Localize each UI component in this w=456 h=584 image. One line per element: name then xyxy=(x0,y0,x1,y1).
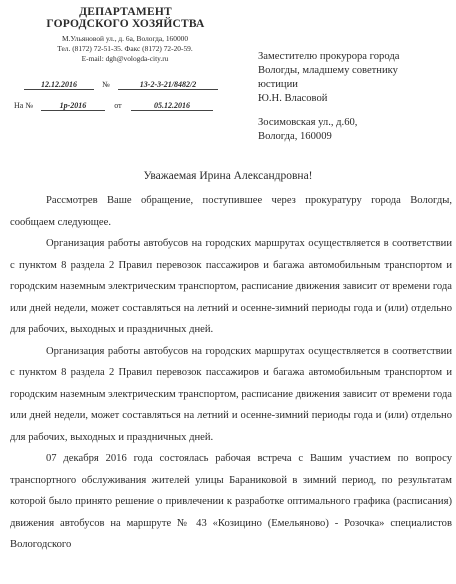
department-name-line2: ГОРОДСКОГО ХОЗЯЙСТВА xyxy=(46,18,205,31)
outgoing-registration xyxy=(24,80,218,90)
reference-number: 1р-2016 xyxy=(41,101,105,111)
department-header xyxy=(28,6,223,30)
recipient-address-line: Зосимовская ул., д.60, xyxy=(258,117,358,128)
recipient-line: Заместителю прокурора города xyxy=(258,51,400,62)
department-name-line1: ДЕПАРТАМЕНТ xyxy=(79,6,172,18)
body-paragraph: Организация работы автобусов на городских маршрутах осуществляется в соответствии с пунктом 8 раздела 2 Правил перевозок пассажиров и багажа автомобильным транспортом и городским наземным электрическим транспортом, расписание движения зависит от времени года или дней недели, может составляться на летний и осенне-зимний периоды года и (или) отдельно для рабочих, выходных и праздничных дней. xyxy=(10,238,452,335)
recipient-address-line: Вологда, 160009 xyxy=(258,131,332,142)
salutation: Уважаемая Ирина Александровна! xyxy=(143,170,313,182)
email-line: E-mail: dgh@vologda-city.ru xyxy=(81,54,169,63)
recipient-line: Вологды, младшему советнику xyxy=(258,65,398,76)
outgoing-number: 13-2-3-21/8482/2 xyxy=(118,80,218,90)
recipient-line: юстиции xyxy=(258,79,298,90)
reference-from-label: от xyxy=(114,101,122,110)
outgoing-date: 12.12.2016 xyxy=(24,80,94,90)
body-paragraph: Организация работы автобусов на городских маршрутах осуществляется в соответствии с пунктом 8 раздела 2 Правил перевозок пассажиров и багажа автомобильным транспортом и городским наземным электрическим транспортом, расписание движения зависит от времени года или дней недели, может составляться на летний и осенне-зимний периоды года и (или) отдельно для рабочих, выходных и праздничных дней. xyxy=(10,345,452,443)
number-label: № xyxy=(102,80,110,89)
reference-date: 05.12.2016 xyxy=(131,101,213,111)
reference-registration xyxy=(14,101,213,111)
address-line: М.Ульяновой ул., д. 6а, Вологда, 160000 xyxy=(61,34,189,43)
phone-fax-line: Тел. (8172) 72-51-35. Факс (8172) 72-20-59. xyxy=(57,44,193,53)
recipient-block xyxy=(258,50,399,106)
reference-label: На № xyxy=(14,101,33,110)
department-address xyxy=(20,34,230,64)
letter-body xyxy=(10,190,452,556)
body-paragraph: 07 декабря 2016 года состоялась рабочая встреча с Вашим участием по вопросу транспортного обслуживания жителей улицы Бараниковой в зимний период, по результатам которой было принято решение о привлечении к разработке оптимального графика (расписания) движения автобусов на маршруте № 43 «Козицино (Емельяново) - Розочка» специалистов Вологодского xyxy=(10,453,452,550)
recipient-address xyxy=(258,116,357,144)
recipient-name: Ю.Н. Власовой xyxy=(258,93,328,104)
body-paragraph: Рассмотрев Ваше обращение, поступившее через прокуратуру города Вологды, сообщаем следующее. xyxy=(10,195,452,228)
